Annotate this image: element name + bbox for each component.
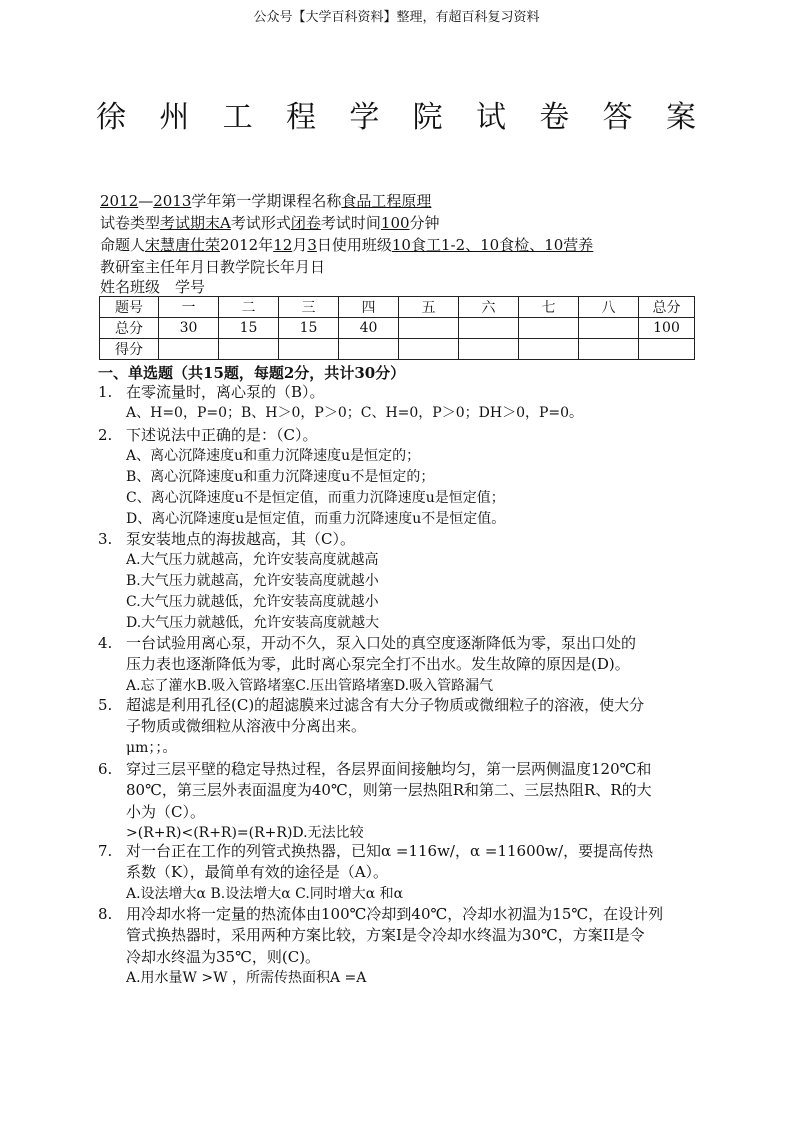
answer-option: C、离心沉降速度u不是恒定值，而重力沉降速度u是恒定值；: [126, 490, 505, 506]
question-stem: [98, 840, 653, 862]
time-unit: 分钟: [409, 214, 440, 232]
form-label: 考试形式: [230, 214, 291, 232]
table-cell: [579, 318, 639, 339]
table-cell: [159, 339, 219, 360]
table-cell: [459, 318, 519, 339]
answer-option: A、H=0，P=0；B、H＞0，P＞0；C、H=0，P＞0；DH＞0，P=0。: [126, 405, 584, 421]
table-cell: [519, 339, 579, 360]
table-row: [100, 318, 695, 339]
answer-option: D、离心沉降速度u是恒定值，而重力沉降速度u不是恒定值。: [126, 511, 506, 527]
table-cell: 总分: [639, 297, 695, 318]
table-cell: 一: [159, 297, 219, 318]
answer-option: A.用水量W >W ，所需传热面积A =A: [126, 970, 367, 986]
time-label: 考试时间: [320, 214, 381, 232]
answer-option: B.大气压力就越高，允许安装高度就越小: [126, 573, 379, 589]
table-cell: [399, 339, 459, 360]
table-cell: 三: [279, 297, 339, 318]
answer-option: C.大气压力就越低，允许安装高度就越小: [126, 594, 379, 610]
info-line-course: [100, 190, 431, 211]
stem-text: 在零流量时，离心泵的（B）。: [126, 383, 325, 401]
table-cell: 六: [459, 297, 519, 318]
question-stem: [98, 632, 636, 654]
title-char: 徐: [96, 100, 126, 135]
answer-option: A、离心沉降速度u和重力沉降速度u是恒定的；: [126, 448, 421, 464]
question-number: 8.: [98, 905, 113, 923]
table-row: [100, 339, 695, 360]
month-label: 月: [292, 236, 308, 254]
info-line-student: 姓名班级 学号: [100, 278, 206, 296]
course-name: 食品工程原理: [341, 192, 432, 210]
author-label: 命题人: [100, 236, 146, 254]
type-label: 试卷类型: [100, 214, 161, 232]
stem-text: 一台试验用离心泵，开动不久，泵入口处的真空度逐渐降低为零，泵出口处的: [126, 634, 637, 652]
table-cell: [339, 339, 399, 360]
table-cell: 总分: [100, 318, 159, 339]
table-cell: [219, 339, 279, 360]
stem-continuation: 80℃，第三层外表面温度为40℃，则第一层热阻R和第二、三层热阻R、R的大: [126, 781, 652, 799]
table-cell: [579, 339, 639, 360]
table-cell: 得分: [100, 339, 159, 360]
stem-text: 对一台正在工作的列管式换热器，已知α =116w/，α =11600w/，要提高传热: [126, 842, 654, 860]
table-cell: [639, 339, 695, 360]
year-start: 2012: [100, 192, 139, 210]
question-stem: [98, 903, 663, 925]
question-number: 3.: [98, 530, 113, 548]
title-char: 案: [665, 100, 696, 135]
answer-option: A.忘了灌水B.吸入管路堵塞C.压出管路堵塞D.吸入管路漏气: [126, 678, 494, 694]
table-cell: [519, 318, 579, 339]
header-note: 公众号【大学百科资料】整理，有超百科复习资料: [253, 10, 540, 25]
question-number: 7.: [98, 842, 113, 860]
title-char: 工: [222, 100, 253, 135]
question-stem: [98, 758, 651, 780]
stem-continuation: 子物质或微细粒从溶液中分离出来。: [126, 717, 367, 735]
stem-continuation: 管式换热器时，采用两种方案比较，方案I是令冷却水终温为30℃，方案II是令: [126, 926, 645, 944]
title-char: 卷: [539, 100, 570, 135]
table-cell: 题号: [100, 297, 159, 318]
exam-form: 闭卷: [290, 214, 321, 232]
author: 宋慧唐仕荣: [145, 236, 221, 254]
answer-option: >(R+R)<(R+R)=(R+R)D.无法比较: [126, 825, 364, 841]
stem-text: 用冷却水将一定量的热流体由100℃冷却到40℃，冷却水初温为15℃，在设计列: [126, 905, 664, 923]
answer-option: A.大气压力就越高，允许安装高度就越高: [126, 552, 379, 568]
question-number: 5.: [98, 696, 113, 714]
info-line-type: [100, 212, 440, 233]
table-cell: 30: [159, 318, 219, 339]
answer-option: D.大气压力就越低，允许安装高度就越大: [126, 615, 380, 631]
year-end: 2013: [153, 192, 192, 210]
class-label: 日使用班级: [316, 236, 392, 254]
section-title: 一、单选题（共15题，每题2分，共计30分）: [98, 364, 406, 382]
table-cell: 二: [219, 297, 279, 318]
table-cell: 15: [219, 318, 279, 339]
date-year: 2012年: [220, 236, 274, 254]
stem-text: 穿过三层平壁的稳定导热过程，各层界面间接触均匀，第一层两侧温度120℃和: [126, 760, 652, 778]
title-char: 答: [602, 100, 633, 135]
stem-continuation: 小为（C）。: [126, 803, 205, 821]
stem-text: 泵安装地点的海拔越高，其（C）。: [126, 530, 355, 548]
exam-type: 考试期末A: [160, 214, 231, 232]
question-stem: [98, 424, 317, 446]
answer-option: μm；；。: [126, 740, 177, 756]
course-label: 学年第一学期课程名称: [191, 192, 342, 210]
exam-time: 100: [380, 214, 410, 232]
document-title: [96, 92, 696, 136]
title-char: 院: [412, 100, 443, 135]
score-table: [99, 296, 695, 360]
title-char: 试: [475, 100, 506, 135]
table-cell: [279, 339, 339, 360]
question-stem: [98, 694, 644, 716]
stem-continuation: 冷却水终温为35℃，则(C)。: [126, 948, 321, 966]
answer-option: A.设法增大α B.设法增大α C.同时增大α 和α: [126, 886, 404, 902]
title-char: 州: [159, 100, 190, 135]
date-day: 3: [307, 236, 317, 254]
title-char: 学: [349, 100, 380, 135]
classes: 10食工1-2、10食检、10营养: [391, 236, 594, 254]
question-number: 1.: [98, 383, 113, 401]
question-stem: [98, 381, 325, 403]
stem-text: 超滤是利用孔径(C)的超滤膜来过滤含有大分子物质或微细粒子的溶液，使大分: [126, 696, 645, 714]
date-month: 12: [273, 236, 293, 254]
question-stem: [98, 528, 355, 550]
question-number: 6.: [98, 760, 113, 778]
answer-option: B、离心沉降速度u和重力沉降速度u不是恒定的；: [126, 469, 435, 485]
table-cell: 八: [579, 297, 639, 318]
table-cell: 100: [639, 318, 695, 339]
table-cell: 五: [399, 297, 459, 318]
question-number: 2.: [98, 426, 113, 444]
stem-text: 下述说法中正确的是：（C）。: [126, 426, 318, 444]
table-cell: [399, 318, 459, 339]
table-cell: 七: [519, 297, 579, 318]
stem-continuation: 系数（K），最简单有效的途径是（A）。: [126, 863, 389, 881]
table-cell: 四: [339, 297, 399, 318]
info-line-author: [100, 234, 593, 255]
table-cell: 40: [339, 318, 399, 339]
info-line-approval: 教研室主任年月日教学院长年月日: [100, 258, 326, 276]
table-row: [100, 297, 695, 318]
table-cell: [459, 339, 519, 360]
title-char: 程: [285, 100, 316, 135]
stem-continuation: 压力表也逐渐降低为零，此时离心泵完全打不出水。发生故障的原因是(D)。: [126, 655, 630, 673]
question-number: 4.: [98, 634, 113, 652]
table-cell: 15: [279, 318, 339, 339]
year-dash: —: [138, 192, 154, 210]
